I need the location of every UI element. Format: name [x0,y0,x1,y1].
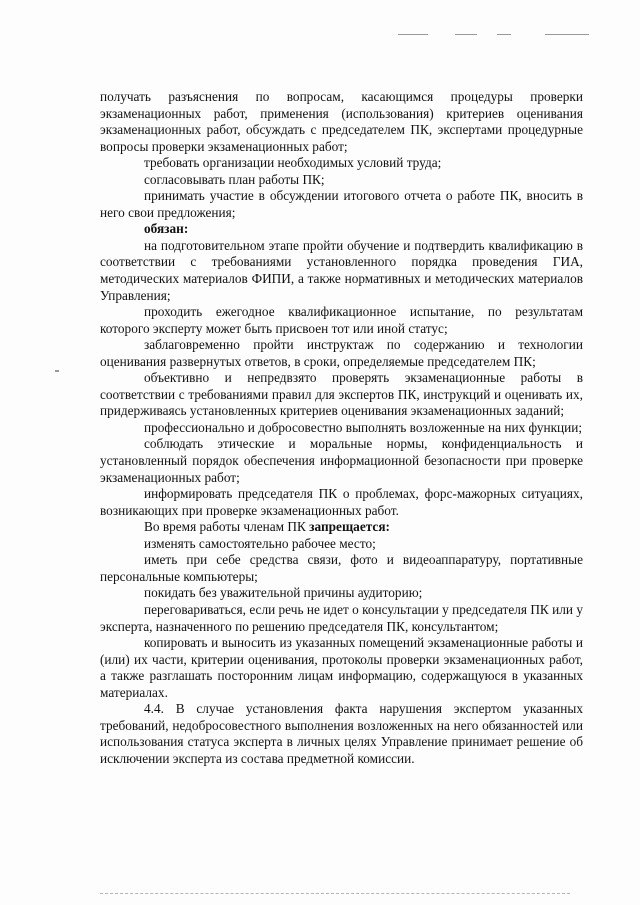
document-body [100,89,583,767]
paragraph: информировать председателя ПК о проблемах, форс-мажорных ситуациях, возникающих при проверке экзаменационных работ. [100,486,583,518]
obligations-heading: обязан: [144,221,189,237]
paragraph: иметь при себе средства связи, фото и видеоаппаратуру, портативные персональные компьютеры; [100,552,583,584]
paragraph: согласовывать план работы ПК; [144,171,325,187]
scan-artifact [455,34,477,35]
paragraph: принимать участие в обсуждении итогового отчета о работе ПК, вносить в него свои предложения; [100,188,583,220]
prohibited-colon: : [385,519,390,535]
paragraph: проходить ежегодное квалификационное испытание, по результатам которого эксперту может быть присвоен тот или иной статус; [100,304,583,336]
scan-artifact [497,34,511,35]
scan-footer-artifact [100,893,570,895]
section-4-4-paragraph: 4.4. В случае установления факта нарушения экспертом указанных требований, недобросовестного выполнения возложенных на него обязанностей или использования статуса эксперта в личных целях Управление принимает решение об исключении эксперта из состава предметной комиссии. [100,701,583,766]
paragraph: переговариваться, если речь не идет о консультации у председателя ПК или у эксперта, назначенного по решению председателя ПК, консультантом; [100,601,583,634]
prohibitions-intro-text: Во время работы членам ПК [144,519,310,535]
paragraph: заблаговременно пройти инструктаж по содержанию и технологии оценивания развернутых ответов, в сроки, определяемые председателем ПК; [100,337,583,369]
paragraph: изменять самостоятельно рабочее место; [144,535,376,551]
paragraph: профессионально и добросовестно выполнять возложенные на них функции; [144,419,583,435]
paragraph: получать разъяснения по вопросам, касающимся процедуры проверки экзаменационных работ, применения (использования) критериев оценивания экзаменационных работ, обсуждать с председателем ПК, экспертами процедурные вопросы проверки экзаменационных работ; [100,89,583,154]
scan-artifact [545,34,589,35]
paragraph: покидать без уважительной причины аудиторию; [144,585,423,601]
paragraph: копировать и выносить из указанных помещений экзаменационные работы и (или) их части, критерии оценивания, протоколы проверки экзаменационных работ, а также разглашать посторонним лицам информацию, содержащуюся в указанных материалах. [100,635,583,700]
prohibited-keyword: запрещается [309,519,386,535]
paragraph: объективно и непредвзято проверять экзаменационные работы в соответствии с требованиями правил для экспертов ПК, инструкций и оценивать их, придерживаясь установленных критериев оценивания экзаменационных заданий; [100,370,583,419]
scan-artifact [398,34,428,35]
prohibitions-intro [100,519,583,536]
paragraph: соблюдать этические и моральные нормы, конфиденциальность и установленный порядок обеспечения информационной безопасности при проверке экзаменационных работ; [100,436,583,485]
scan-artifact [55,370,59,372]
paragraph: требовать организации необходимых условий труда; [144,155,442,171]
paragraph: на подготовительном этапе пройти обучение и подтвердить квалификацию в соответствии с требованиями установленного порядка проведения ГИА, методических материалов ФИПИ, а также нормативных и методических материалов Управления; [100,237,583,303]
